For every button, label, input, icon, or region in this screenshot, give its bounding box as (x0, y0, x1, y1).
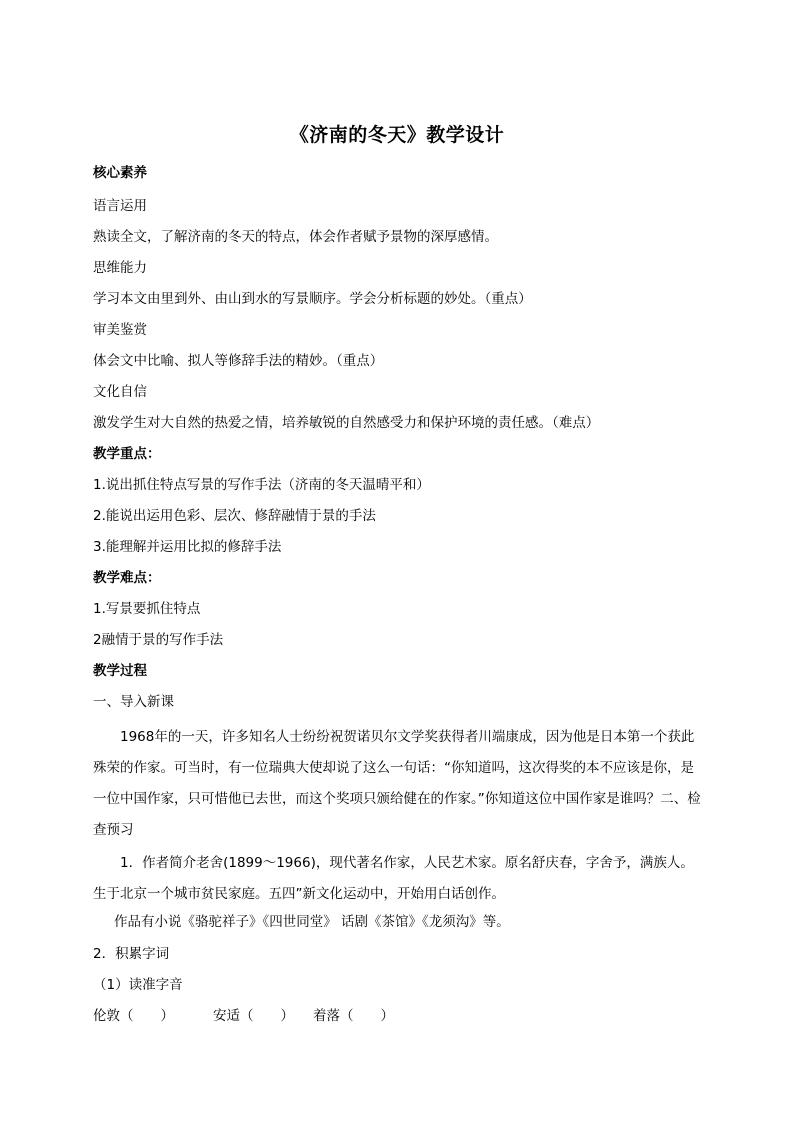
key-points-heading: 教学重点： (93, 446, 161, 462)
key-point-item: 2.能说出运用色彩、层次、修辞融情于景的手法 (93, 508, 376, 524)
intro-paragraph (93, 722, 701, 846)
works-text: 作品有小说《骆驼祥子》《四世同堂》 话剧《茶馆》《龙须沟》等。 (114, 914, 510, 930)
author-paragraph (93, 848, 701, 910)
difficult-points-heading: 教学难点： (93, 570, 161, 586)
key-point-item: 1.说出抓住特点写景的写作手法（济南的冬天温晴平和） (93, 477, 430, 493)
thinking-ability-text: 学习本文由里到外、由山到水的写景顺序。学会分析标题的妙处。（重点） (93, 291, 532, 307)
language-use-label: 语言运用 (93, 198, 147, 214)
page-title: 《济南的冬天》教学设计 (289, 124, 505, 146)
difficult-point-item: 2融情于景的写作手法 (93, 632, 224, 648)
intro-text: 1968年的一天，许多知名人士纷纷祝贺诺贝尔文学奖获得者川端康成，因为他是日本第一个获此殊荣的作家。可当时，有一位瑞典大使却说了这么一句话：“你知道吗，这次得奖的本不应该是你，是一位中国作家，只可惜他已去世，而这个奖项只颁给健在的作家。”你知道这位中国作家是谁吗？二、检查预习 (93, 729, 701, 838)
key-point-item: 3.能理解并运用比拟的修辞手法 (93, 539, 282, 555)
vocab-heading: 2．积累字词 (93, 946, 170, 962)
language-use-text: 熟读全文，了解济南的冬天的特点，体会作者赋予景物的深厚感情。 (93, 229, 498, 245)
process-heading: 教学过程 (93, 663, 147, 679)
blank-item: 伦敦（ ） (93, 1008, 174, 1024)
pronunciation-blanks-row (93, 1006, 394, 1026)
culture-label: 文化自信 (93, 384, 147, 400)
intro-heading: 一、导入新课 (93, 694, 174, 710)
blank-item: 安适（ ） (213, 1008, 294, 1024)
aesthetic-text: 体会文中比喻、拟人等修辞手法的精妙。（重点） (93, 353, 384, 369)
culture-text: 激发学生对大自然的热爱之情，培养敏锐的自然感受力和保护环境的责任感。（难点） (93, 415, 600, 431)
aesthetic-label: 审美鉴赏 (93, 322, 147, 338)
author-text: 1．作者简介老舍(1899～1966)，现代著名作家，人民艺术家。原名舒庆春，字舍予，满族人。生于北京一个城市贫民家庭。五四”新文化运动中，开始用白话创作。 (93, 855, 694, 902)
blank-item: 着落（ ） (313, 1008, 394, 1024)
pronunciation-heading: （1）读准字音 (93, 977, 183, 993)
difficult-point-item: 1.写景要抓住特点 (93, 601, 201, 617)
thinking-ability-label: 思维能力 (93, 260, 147, 276)
core-literacy-heading: 核心素养 (93, 165, 147, 181)
